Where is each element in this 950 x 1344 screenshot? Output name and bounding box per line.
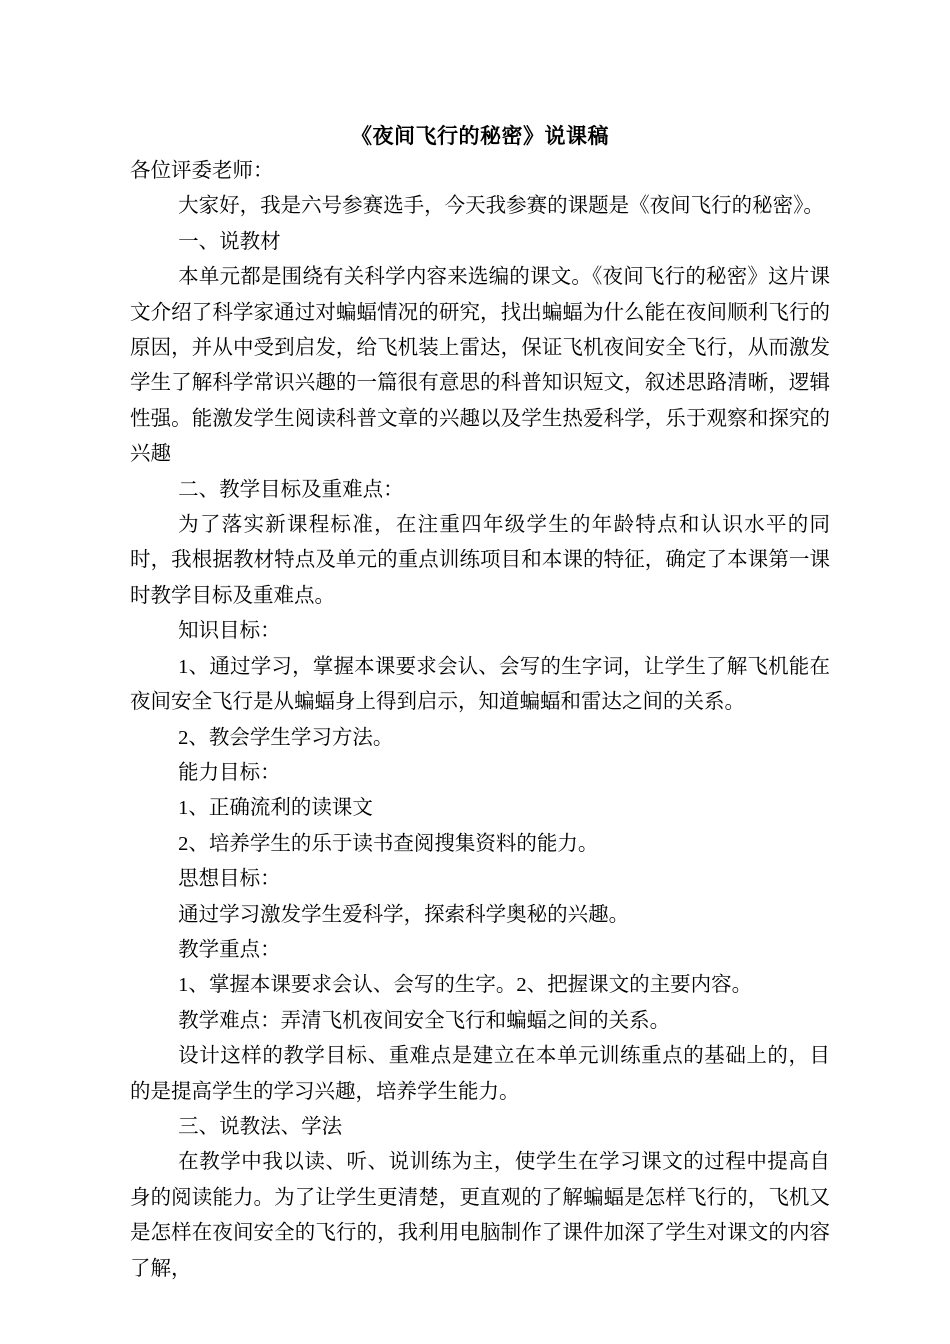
paragraph: 知识目标： bbox=[178, 620, 281, 643]
paragraph: 本单元都是围绕有关科学内容来选编的课文。《夜间飞行的秘密》这片课文介绍了科学家通过对蝙蝠情况的研究，找出蝙蝠为什么能在夜间顺利飞行的原因，并从中受到启发，给飞机装上雷达，保证飞机夜间安全飞行，从而激发学生了解科学常识兴趣的一篇很有意思的科普知识短文，叙述思路清晰，逻辑性强。能激发学生阅读科普文章的兴趣以及学生热爱科学，乐于观察和探究的兴趣 bbox=[130, 266, 830, 466]
paragraph: 为了落实新课程标准，在注重四年级学生的年龄特点和认识水平的同时，我根据教材特点及单元的重点训练项目和本课的特征，确定了本课第一课时教学目标及重难点。 bbox=[130, 514, 830, 607]
paragraph: 二、教学目标及重难点： bbox=[178, 478, 404, 501]
paragraph: 教学重点： bbox=[178, 938, 281, 961]
paragraph: 通过学习激发学生爱科学，探索科学奥秘的兴趣。 bbox=[178, 903, 630, 926]
paragraph: 1、通过学习，掌握本课要求会认、会写的生字词，让学生了解飞机能在夜间安全飞行是从蝙蝠身上得到启示，知道蝙蝠和雷达之间的关系。 bbox=[130, 655, 830, 714]
paragraph: 1、正确流利的读课文 bbox=[178, 797, 373, 820]
paragraph: 各位评委老师： bbox=[130, 160, 274, 182]
paragraph: 在教学中我以读、听、说训练为主，使学生在学习课文的过程中提高自身的阅读能力。为了让学生更清楚，更直观的了解蝙蝠是怎样飞行的，飞机又是怎样在夜间安全的飞行的，我利用电脑制作了课件加深了学生对课文的内容了解， bbox=[130, 1151, 830, 1280]
document-body bbox=[130, 154, 830, 1287]
paragraph: 三、说教法、学法 bbox=[178, 1115, 343, 1138]
paragraph: 大家好，我是六号参赛选手，今天我参赛的课题是《夜间飞行的秘密》。 bbox=[178, 195, 824, 218]
paragraph: 2、教会学生学习方法。 bbox=[178, 726, 394, 749]
paragraph: 教学难点：弄清飞机夜间安全飞行和蝙蝠之间的关系。 bbox=[178, 1009, 671, 1032]
paragraph: 一、说教材 bbox=[178, 230, 281, 253]
paragraph: 1、掌握本课要求会认、会写的生字。2、把握课文的主要内容。 bbox=[178, 974, 753, 997]
document-title: 《夜间飞行的秘密》说课稿 bbox=[351, 124, 609, 148]
paragraph: 2、培养学生的乐于读书查阅搜集资料的能力。 bbox=[178, 832, 599, 855]
paragraph: 思想目标： bbox=[178, 868, 281, 891]
paragraph: 能力目标： bbox=[178, 761, 281, 784]
paragraph: 设计这样的教学目标、重难点是建立在本单元训练重点的基础上的，目的是提高学生的学习兴趣，培养学生能力。 bbox=[130, 1045, 830, 1103]
